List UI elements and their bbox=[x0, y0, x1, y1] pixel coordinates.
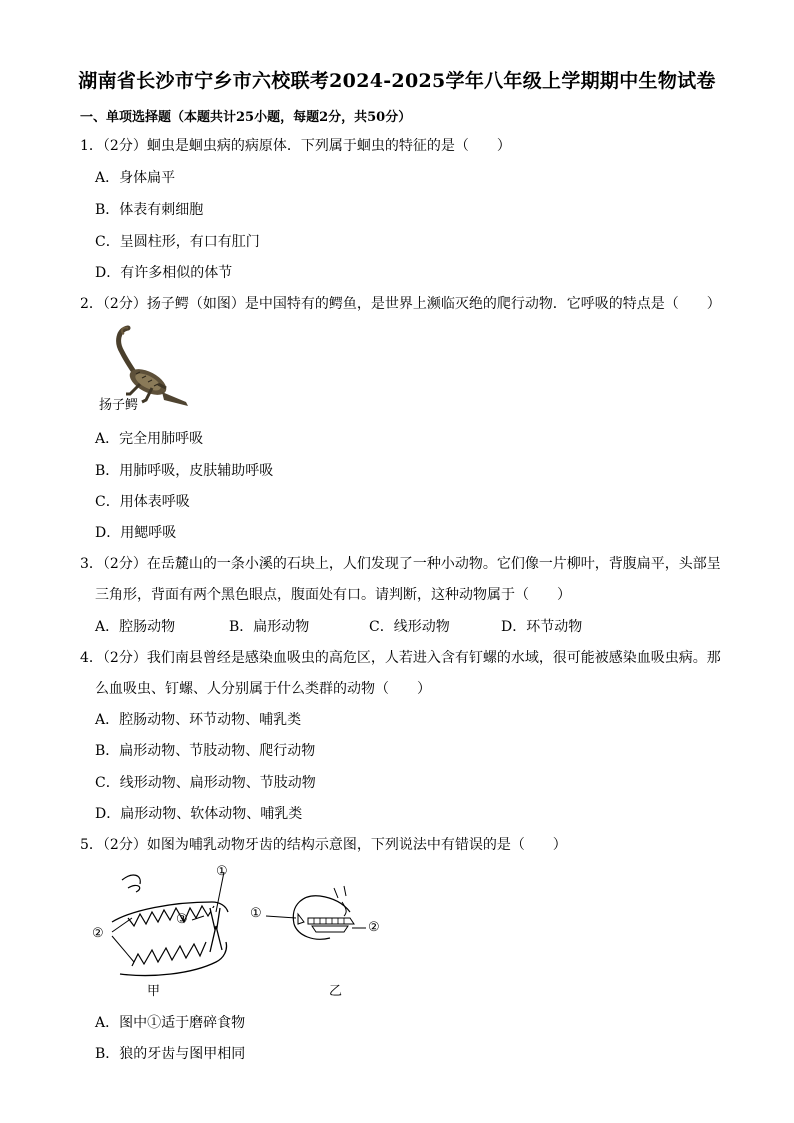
question-2-option-a[interactable]: A．完全用肺呼吸 bbox=[95, 431, 204, 447]
figure-yi-caption: 乙 bbox=[329, 984, 343, 999]
question-3-option-c[interactable]: C．线形动物 bbox=[369, 619, 450, 635]
figure-jia-caption: 甲 bbox=[147, 984, 161, 999]
question-2-option-c[interactable]: C．用体表呼吸 bbox=[95, 494, 190, 510]
question-2-option-b[interactable]: B．用肺呼吸，皮肤辅助呼吸 bbox=[95, 463, 274, 479]
question-1-option-c[interactable]: C．呈圆柱形，有口有肛门 bbox=[95, 234, 260, 250]
question-1-option-b[interactable]: B．体表有刺细胞 bbox=[95, 202, 204, 218]
question-4-option-b[interactable]: B．扁形动物、节肢动物、爬行动物 bbox=[95, 743, 316, 759]
question-3-stem-line-1: 3．（2分）在岳麓山的一条小溪的石块上，人们发现了一种小动物。它们像一片柳叶，背腹扁平，头部呈 bbox=[80, 556, 721, 572]
question-3-option-a[interactable]: A．腔肠动物 bbox=[95, 619, 176, 635]
question-5-option-a[interactable]: A．图中①适于磨碎食物 bbox=[95, 1015, 246, 1031]
question-3-option-d[interactable]: D．环节动物 bbox=[501, 619, 583, 635]
question-4-stem-line-1: 4．（2分）我们南县曾经是感染血吸虫的高危区，人若进入含有钉螺的水域，很可能被感染血吸虫病。那 bbox=[80, 650, 721, 666]
section-heading: 一、单项选择题（本题共计25小题，每题2分，共50分） bbox=[80, 110, 412, 125]
page-title: 湖南省长沙市宁乡市六校联考2024-2025学年八年级上学期期中生物试卷 bbox=[78, 70, 716, 92]
question-3-stem-line-2: 三角形，背面有两个黑色眼点，腹面处有口。请判断，这种动物属于（ ） bbox=[95, 587, 571, 603]
teeth-diagram-jia bbox=[92, 862, 242, 982]
label-1-jia: ① bbox=[216, 864, 228, 879]
question-4-option-d[interactable]: D．扁形动物、软体动物、哺乳类 bbox=[95, 806, 303, 822]
question-4-stem-line-2: 么血吸虫、钉螺、人分别属于什么类群的动物（ ） bbox=[95, 681, 431, 697]
label-1-yi: ① bbox=[250, 906, 262, 921]
question-5-option-b[interactable]: B．狼的牙齿与图甲相同 bbox=[95, 1046, 246, 1062]
question-1-stem: 1．（2分）蛔虫是蛔虫病的病原体．下列属于蛔虫的特征的是（ ） bbox=[80, 138, 511, 154]
question-2-option-d[interactable]: D．用鳃呼吸 bbox=[95, 525, 177, 541]
question-4-option-c[interactable]: C．线形动物、扁形动物、节肢动物 bbox=[95, 775, 316, 791]
alligator-caption: 扬子鳄 bbox=[99, 398, 139, 413]
question-2-stem: 2．（2分）扬子鳄（如图）是中国特有的鳄鱼，是世界上濒临灭绝的爬行动物．它呼吸的特点是（ ） bbox=[80, 296, 721, 312]
question-3-options bbox=[95, 616, 695, 634]
question-5-stem: 5．（2分）如图为哺乳动物牙齿的结构示意图，下列说法中有错误的是（ ） bbox=[80, 837, 567, 853]
label-2-jia: ② bbox=[92, 926, 104, 941]
teeth-diagram-yi bbox=[264, 884, 374, 954]
question-1-option-a[interactable]: A．身体扁平 bbox=[95, 170, 176, 186]
question-1-option-d[interactable]: D．有许多相似的体节 bbox=[95, 265, 233, 281]
label-2-yi: ② bbox=[368, 920, 380, 935]
question-4-option-a[interactable]: A．腔肠动物、环节动物、哺乳类 bbox=[95, 712, 302, 728]
question-3-option-b[interactable]: B．扁形动物 bbox=[229, 619, 310, 635]
label-3-jia: ③ bbox=[176, 912, 188, 927]
